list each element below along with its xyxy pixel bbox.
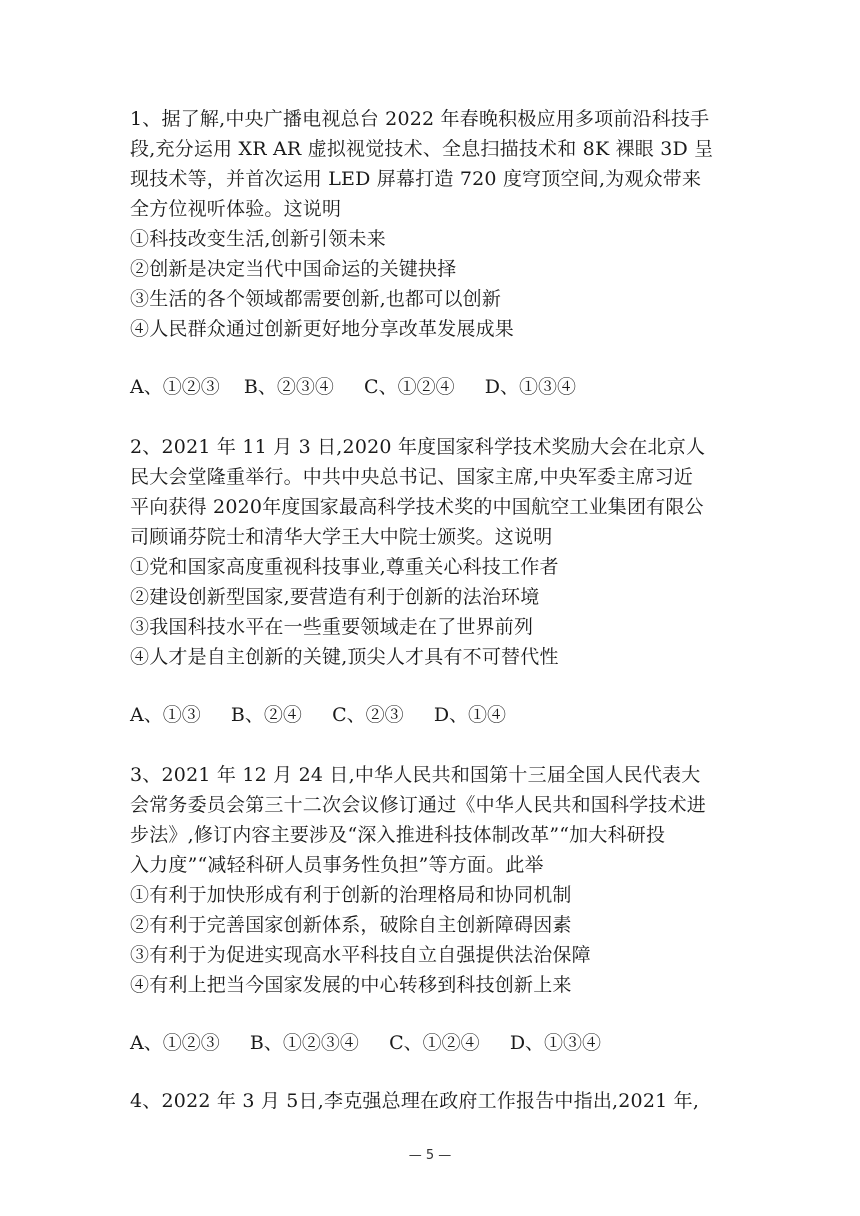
question-2-stem-line: 民大会堂隆重举行。中共中央总书记、国家主席,中央军委主席习近 [130, 466, 694, 488]
question-1-options: A、①②③ B、②③④ C、①②④ D、①③④ [130, 376, 577, 398]
question-3-options: A、①②③ B、①②③④ C、①②④ D、①③④ [130, 1032, 602, 1054]
question-1-statement: ①科技改变生活,创新引领未来 [130, 228, 386, 250]
question-1-statement: ④人民群众通过创新更好地分享改革发展成果 [130, 318, 515, 340]
question-1-stem-line: 现技术等，并首次运用 LED 屏幕打造 720 度穹顶空间,为观众带来 [130, 168, 702, 190]
question-1-stem-line: 1、据了解,中央广播电视总台 2022 年春晚积极应用多项前沿科技手 [130, 108, 710, 130]
question-3-statement: ②有利于完善国家创新体系，破除自主创新障碍因素 [130, 914, 572, 936]
question-4-stem-line: 4、2022 年 3 月 5日,李克强总理在政府工作报告中指出,2021 年, [130, 1090, 700, 1112]
question-4 [130, 1086, 730, 1116]
question-1-statement: ③生活的各个领域都需要创新,也都可以创新 [130, 288, 502, 310]
question-3-stem-line: 3、2021 年 12 月 24 日,中华人民共和国第十三届全国人民代表大 [130, 764, 701, 786]
question-2 [130, 432, 730, 730]
question-3-statement: ①有利于加快形成有利于创新的治理格局和协同机制 [130, 884, 572, 906]
question-3-stem-line: 入力度”“减轻科研人员事务性负担”等方面。此举 [130, 854, 544, 876]
question-3-stem-line: 步法》,修订内容主要涉及“深入推进科技体制改革”“加大科研投 [130, 824, 666, 846]
question-2-statement: ③我国科技水平在一些重要领域走在了世界前列 [130, 616, 534, 638]
question-2-stem-line: 2、2021 年 11 月 3 日,2020 年度国家科学技术奖励大会在北京人 [130, 436, 706, 458]
question-3-statement: ③有利于为促进实现高水平科技自立自强提供法治保障 [130, 944, 591, 966]
question-3 [130, 760, 730, 1058]
question-2-statement: ④人才是自主创新的关键,顶尖人才具有不可替代性 [130, 646, 559, 668]
question-1-stem-line: 全方位视听体验。这说明 [130, 198, 342, 220]
question-2-stem-line: 平向获得 2020年度国家最高科学技术奖的中国航空工业集团有限公 [130, 496, 704, 518]
question-2-statement: ②建设创新型国家,要营造有利于创新的法治环境 [130, 586, 540, 608]
question-3-stem-line: 会常务委员会第三十二次会议修订通过《中华人民共和国科学技术进 [130, 794, 707, 816]
questions-content [130, 104, 730, 1142]
question-2-statement: ①党和国家高度重视科技事业,尊重关心科技工作者 [130, 556, 559, 578]
question-1-statement: ②创新是决定当代中国命运的关键抉择 [130, 258, 457, 280]
question-2-stem-line: 司顾诵芬院士和清华大学王大中院士颁奖。这说明 [130, 526, 553, 548]
question-3-statement: ④有利上把当今国家发展的中心转移到科技创新上来 [130, 974, 572, 996]
question-1-stem-line: 段,充分运用 XR AR 虚拟视觉技术、全息扫描技术和 8K 裸眼 3D 呈 [130, 138, 714, 160]
question-2-options: A、①③ B、②④ C、②③ D、①④ [130, 704, 507, 726]
question-1 [130, 104, 730, 402]
page-number: — 5 — [408, 1148, 452, 1163]
